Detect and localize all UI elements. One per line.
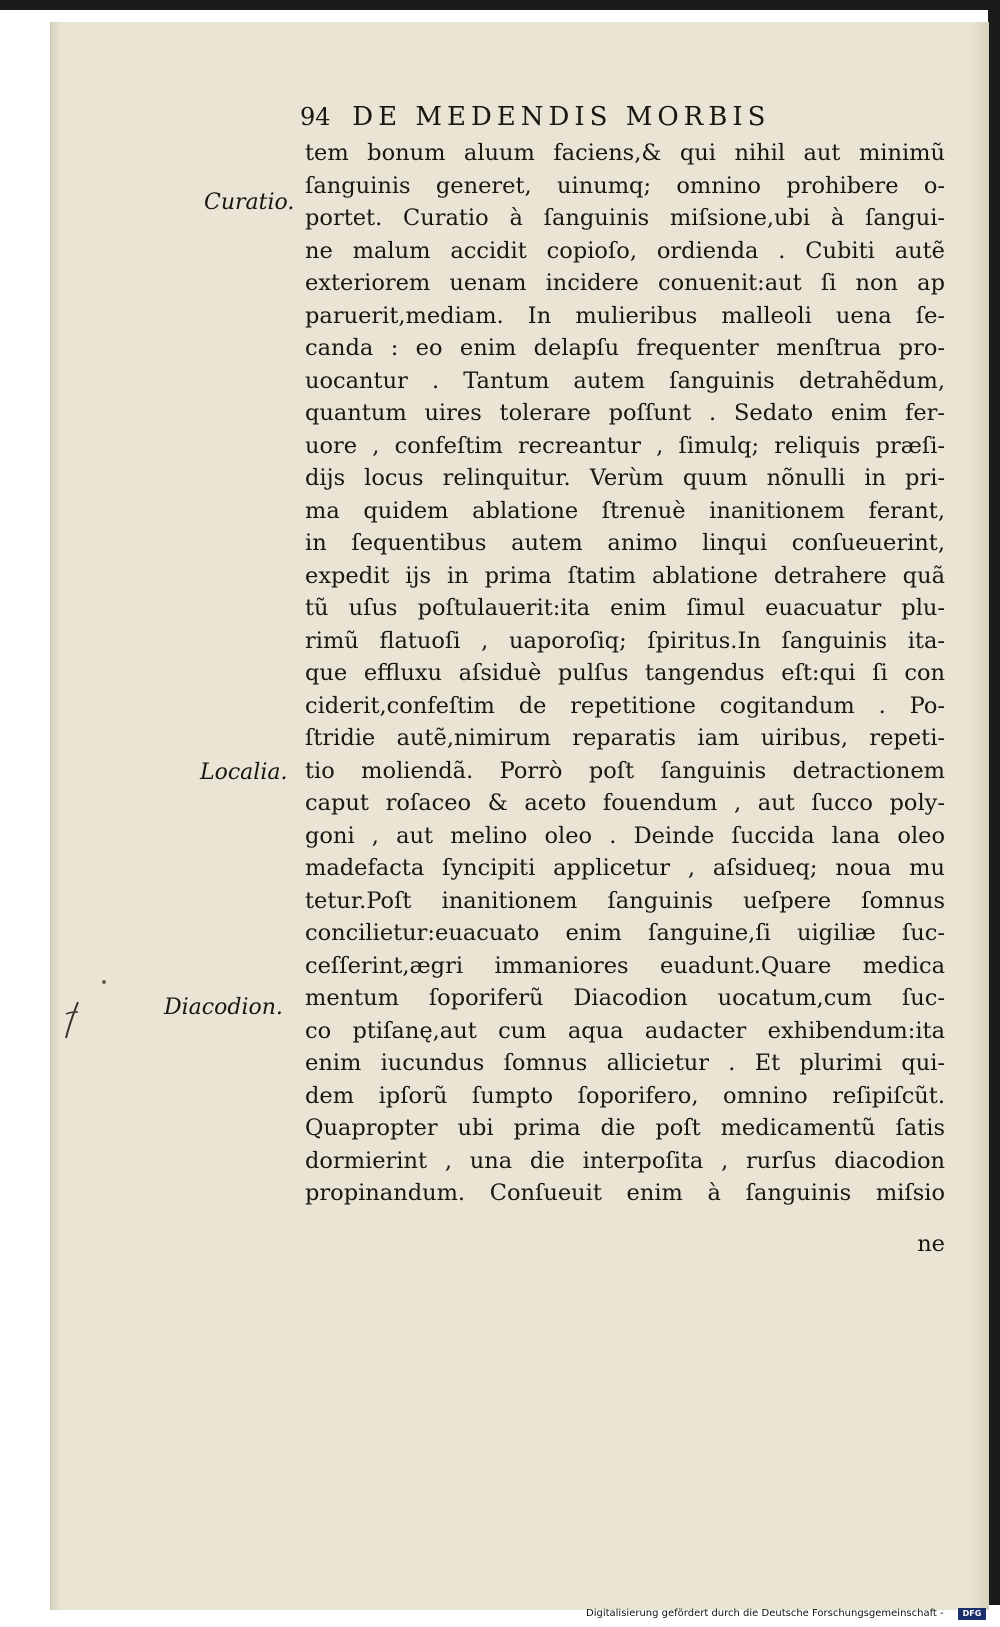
text-line: quantum uires tolerare poſſunt . Sedato enim fer- bbox=[305, 400, 945, 426]
running-head bbox=[300, 102, 940, 132]
text-line: enim iucundus ſomnus allicietur . Et plurimi qui- bbox=[305, 1050, 945, 1076]
text-line: dem ipſorũ ſumpto ſoporifero, omnino reſipiſcũt. bbox=[305, 1082, 945, 1109]
digitization-credit: Digitalisierung gefördert durch die Deutsche Forschungsgemeinschaft - bbox=[586, 1608, 944, 1619]
text-line: tũ uſus poſtulauerit:ita enim ſimul euacuatur plu- bbox=[305, 595, 945, 621]
scan-border-right bbox=[988, 0, 1000, 1605]
running-title: DE MEDENDIS MORBIS bbox=[352, 102, 771, 132]
text-line: canda : eo enim delapſu frequenter menſtrua pro- bbox=[305, 335, 945, 361]
text-line: tio moliendã. Porrò poſt ſanguinis detractionem bbox=[305, 757, 945, 784]
text-line: in ſequentibus autem animo linqui conſueuerint, bbox=[305, 530, 945, 556]
text-line: propinandum. Conſueuit enim à ſanguinis miſsio bbox=[305, 1180, 945, 1206]
catchword: ne bbox=[917, 1230, 945, 1257]
text-line: ſtridie autẽ,nimirum reparatis iam uiribus, repeti- bbox=[305, 725, 945, 751]
text-line: portet. Curatio à ſanguinis miſsione,ubi à ſangui- bbox=[305, 205, 945, 231]
text-line: caput roſaceo & aceto fouendum , aut ſucco poly- bbox=[305, 790, 945, 816]
text-line: ma quidem ablatione ſtrenuè inanitionem ferant, bbox=[305, 497, 945, 524]
body-text bbox=[305, 137, 945, 1210]
page-gutter-shadow bbox=[51, 22, 61, 1610]
text-line: dormierint , una die interpoſita , rurſus diacodion bbox=[305, 1147, 945, 1174]
text-line: ſanguinis generet, uinumq; omnino prohibere o- bbox=[305, 172, 945, 199]
catchword-block bbox=[305, 1228, 945, 1261]
text-line: que effluxu aſsiduè pulſus tangendus eſt:qui ſi con bbox=[305, 660, 945, 686]
page-edge-shadow bbox=[971, 22, 989, 1610]
dfg-logo: DFG bbox=[958, 1608, 986, 1620]
pencil-slash-mark bbox=[62, 1000, 82, 1040]
text-line: goni , aut melino oleo . Deinde ſuccida lana oleo bbox=[305, 822, 945, 849]
marginal-note-localia: Localia. bbox=[200, 760, 288, 785]
text-line: ceſſerint,ægri immaniores euadunt.Quare medica bbox=[305, 952, 945, 979]
text-line: ne malum accidit copioſo, ordienda . Cubiti autẽ bbox=[305, 237, 945, 264]
marginal-note-diacodion: Diacodion. bbox=[164, 995, 283, 1020]
text-line: madefacta ſyncipiti applicetur , aſsidueq; noua mu bbox=[305, 855, 945, 881]
text-line: expedit ijs in prima ſtatim ablatione detrahere quã bbox=[305, 562, 945, 589]
text-line: concilietur:euacuato enim ſanguine,ſi uigiliæ ſuc- bbox=[305, 920, 945, 946]
text-line: uocantur . Tantum autem ſanguinis detrahẽdum, bbox=[305, 367, 945, 394]
text-line: co ptiſanę,aut cum aqua audacter exhibendum:ita bbox=[305, 1017, 945, 1044]
text-line: exteriorem uenam incidere conuenit:aut ſi non ap bbox=[305, 270, 945, 296]
text-line: dijs locus relinquitur. Verùm quum nõnulli in pri- bbox=[305, 465, 945, 491]
ink-dot-mark bbox=[102, 980, 106, 984]
text-line: paruerit,mediam. In mulieribus malleoli uena ſe- bbox=[305, 302, 945, 329]
text-line: uore , confeſtim recreantur , ſimulq; reliquis præſi- bbox=[305, 432, 945, 459]
text-line: mentum ſoporiferũ Diacodion uocatum,cum ſuc- bbox=[305, 985, 945, 1011]
marginal-note-curatio: Curatio. bbox=[204, 190, 295, 215]
text-line: tetur.Poſt inanitionem ſanguinis ueſpere ſomnus bbox=[305, 887, 945, 914]
text-line: rimũ flatuoſi , uaporoſiq; ſpiritus.In ſanguinis ita- bbox=[305, 627, 945, 654]
text-line: ciderit,confeſtim de repetitione cogitandum . Po- bbox=[305, 692, 945, 719]
page-number: 94 bbox=[300, 103, 331, 131]
text-line: Quapropter ubi prima die poſt medicamentũ ſatis bbox=[305, 1115, 945, 1141]
text-line: tem bonum aluum faciens,& qui nihil aut minimũ bbox=[305, 140, 945, 166]
scan-border-top bbox=[0, 0, 1000, 10]
